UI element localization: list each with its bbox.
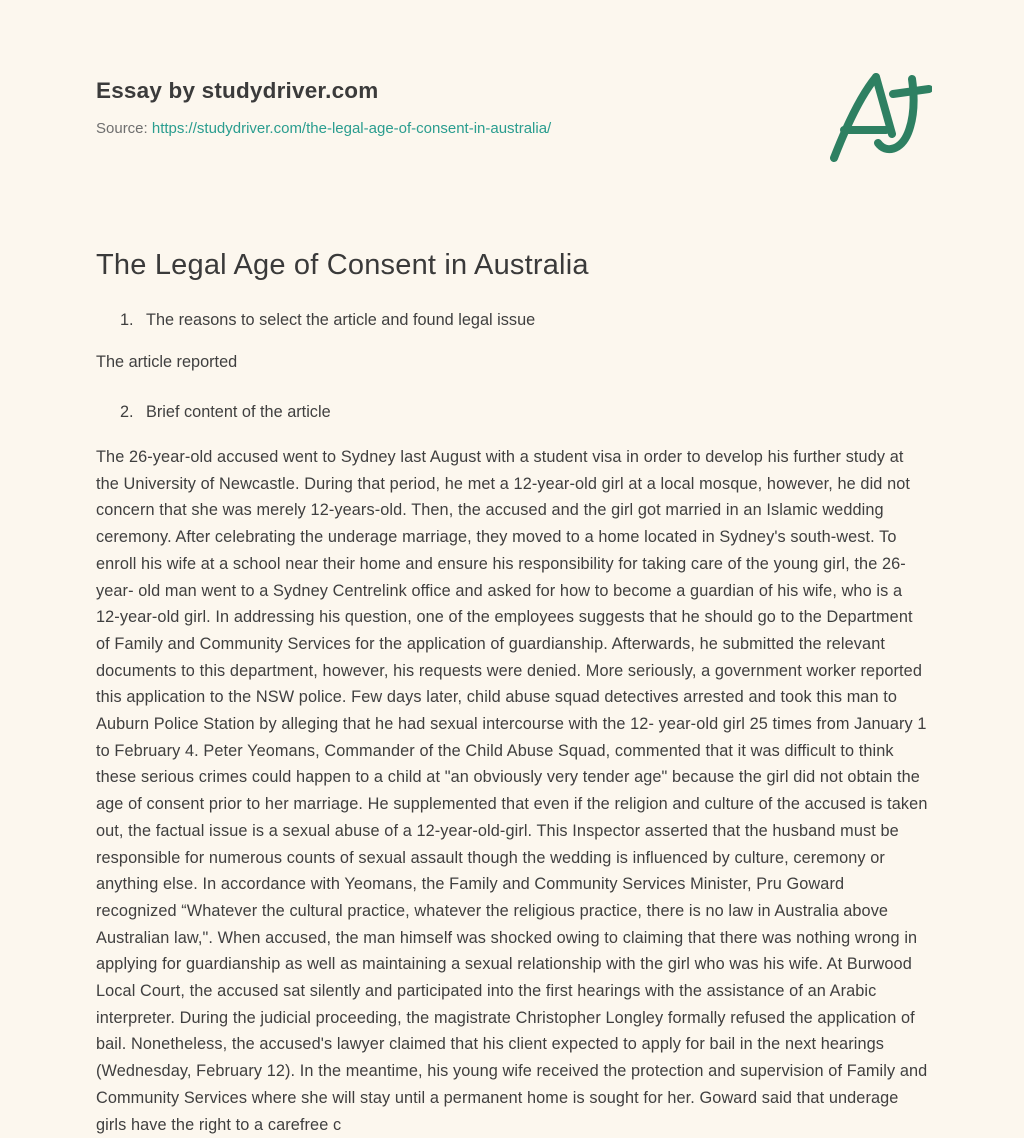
studydriver-logo-icon bbox=[826, 70, 932, 164]
source-link[interactable]: https://studydriver.com/the-legal-age-of-consent-in-australia/ bbox=[151, 120, 552, 137]
list-item-2 bbox=[96, 400, 928, 424]
page-title: The Legal Age of Consent in Australia bbox=[96, 249, 589, 281]
source-line bbox=[96, 120, 928, 137]
essay-body: The 26-year-old accused went to Sydney last August with a student visa in order to develop his further study at the University of Newcastle. During that period, he met a 12-year-old girl at a local mosque, however, he did not concern that she was merely 12-years-old. Then, the accused and the girl got married in an Islamic wedding ceremony. After celebrating the underage marriage, they moved to a home located in Sydney's south-west. To enroll his wife at a school near their home and ensure his responsibility for taking care of the young girl, the 26-year- old man went to a Sydney Centrelink office and asked for how to become a guardian of his wife, who is a 12-year-old girl. In addressing his question, one of the employees suggests that he should go to the Department of Family and Community Services for the application of guardianship. Afterwards, he submitted the relevant documents to this department, however, his requests were denied. More seriously, a government worker reported this application to the NSW police. Few days later, child abuse squad detectives arrested and took this man to Auburn Police Station by alleging that he had sexual intercourse with the 12- year-old girl 25 times from January 1 to February 4. Peter Yeomans, Commander of the Child Abuse Squad, commented that it was difficult to think these serious crimes could happen to a child at "an obviously very tender age" because the girl did not obtain the age of consent prior to her marriage. He supplemented that even if the religion and culture of the accused is taken out, the factual issue is a sexual abuse of a 12-year-old-girl. This Inspector asserted that the husband must be responsible for numerous counts of sexual assault though the wedding is influenced by culture, ceremony or anything else. In accordance with Yeomans, the Family and Community Services Minister, Pru Goward recognized “Whatever the cultural practice, whatever the religious practice, there is no law in Australia above Australian law,". When accused, the man himself was shocked owing to claiming that there was nothing wrong in applying for guardianship as well as maintaining a sexual relationship with the girl who was his wife. At Burwood Local Court, the accused sat silently and participated into the first hearings with the assistance of an Arabic interpreter. During the judicial proceeding, the magistrate Christopher Longley formally refused the application of bail. Nonetheless, the accused's lawyer claimed that his client expected to apply for bail in the next hearings (Wednesday, February 12). In the meantime, his young wife received the protection and supervision of Family and Community Services where she will stay until a permanent home is sought for her. Goward said that underage girls have the right to a carefree c bbox=[96, 448, 928, 1134]
list-item-1-number: 1. bbox=[120, 311, 134, 329]
list-item-1 bbox=[96, 308, 928, 332]
list-item-1-text: The reasons to select the article and found legal issue bbox=[146, 311, 536, 329]
list-item-2-text: Brief content of the article bbox=[146, 403, 331, 421]
list-item-2-number: 2. bbox=[120, 403, 134, 421]
essay-byline: Essay by studydriver.com bbox=[96, 78, 379, 103]
source-label: Source: bbox=[96, 120, 148, 137]
article-reported-note: The article reported bbox=[96, 353, 238, 371]
